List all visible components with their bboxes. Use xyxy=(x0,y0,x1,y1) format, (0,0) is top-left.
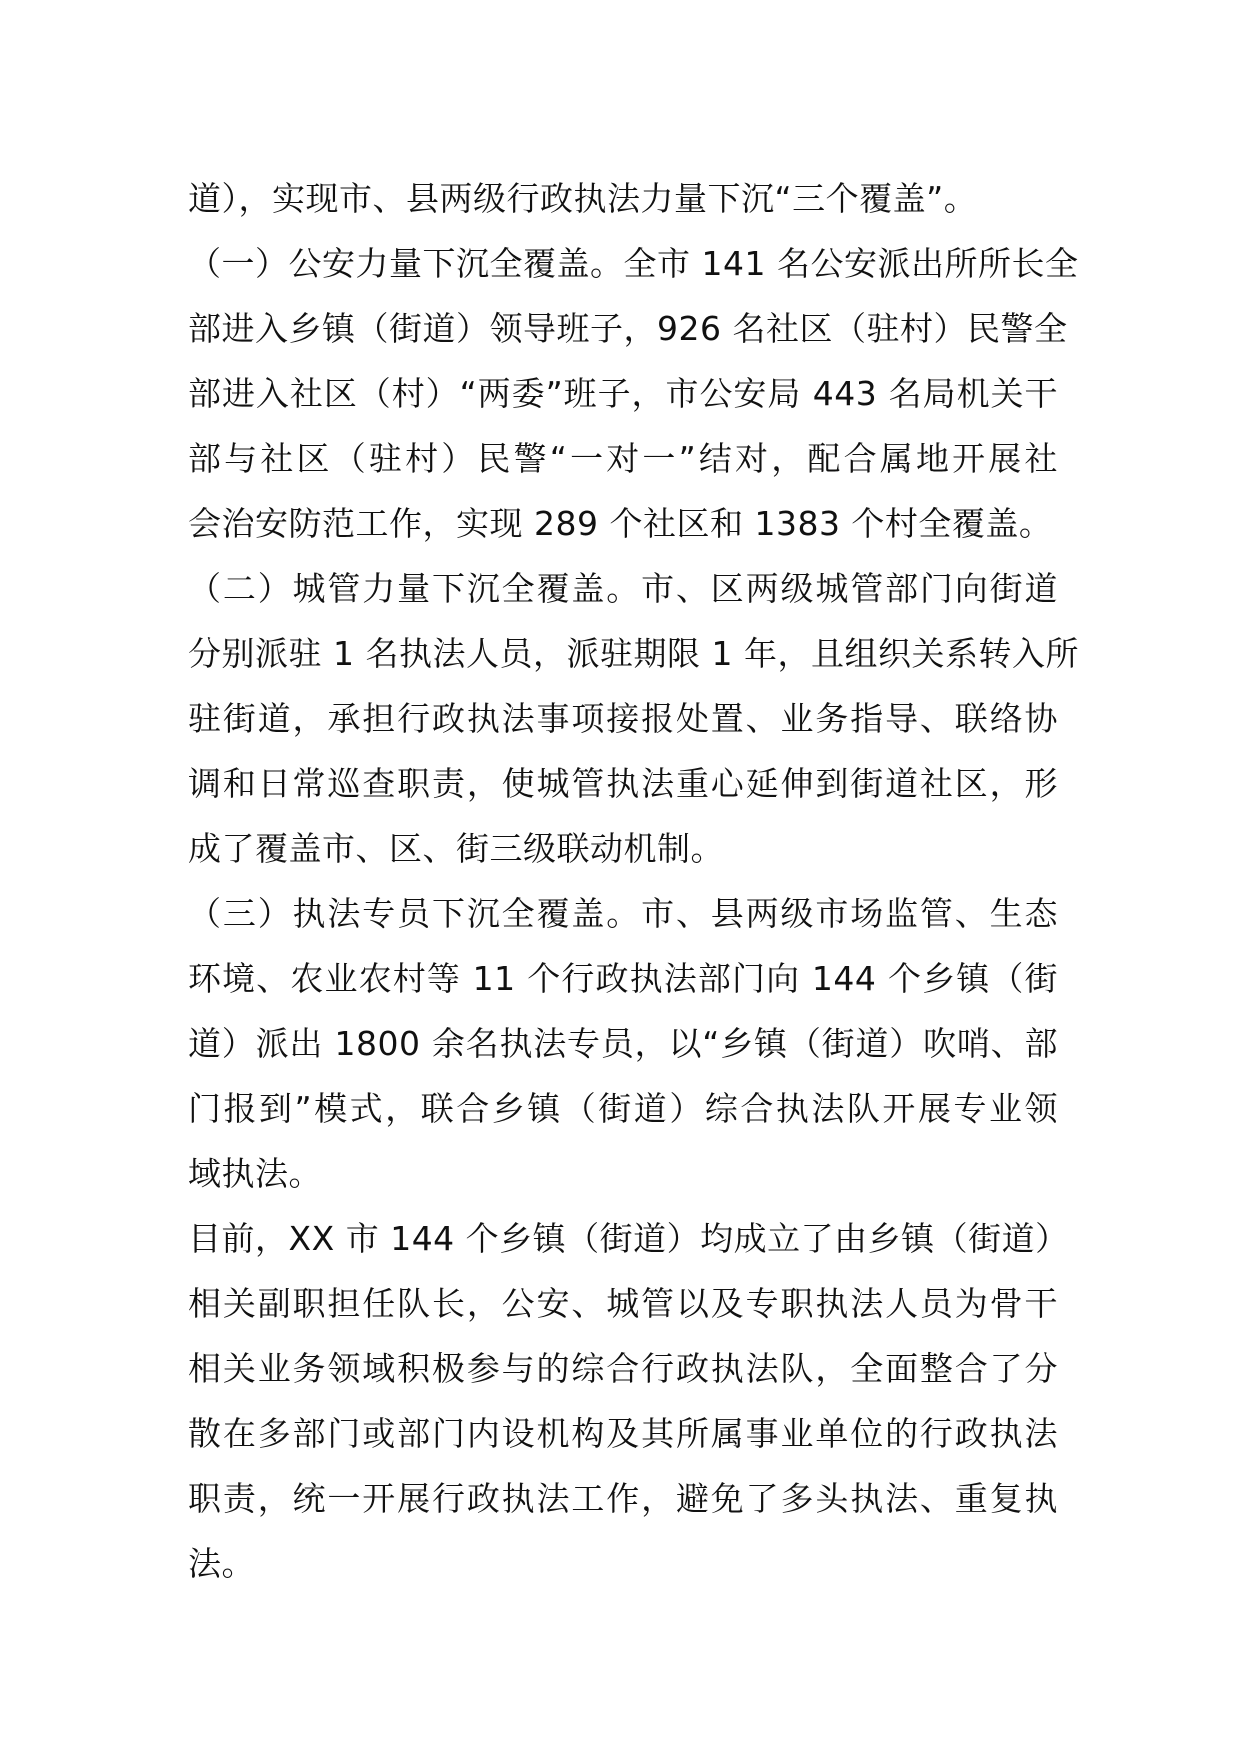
text-line: 道），实现市、县两级行政执法力量下沉“三个覆盖”。 xyxy=(188,179,978,218)
text-line: 道）派出 1800 余名执法专员，以“乡镇（街道）吹哨、部 xyxy=(188,1024,1058,1063)
text-line: 域执法。 xyxy=(188,1154,322,1193)
document-body xyxy=(188,166,1079,1596)
text-line: 职责，统一开展行政执法工作，避免了多头执法、重复执 xyxy=(188,1479,1058,1518)
text-line: 分别派驻 1 名执法人员，派驻期限 1 年，且组织关系转入所 xyxy=(188,634,1079,673)
text-line: 部与社区（驻村）民警“一对一”结对，配合属地开展社 xyxy=(188,439,1058,478)
text-line: 散在多部门或部门内设机构及其所属事业单位的行政执法 xyxy=(188,1414,1058,1453)
text-line: 成了覆盖市、区、街三级联动机制。 xyxy=(188,829,724,868)
text-line: 环境、农业农村等 11 个行政执法部门向 144 个乡镇（街 xyxy=(188,959,1058,998)
text-line: 部进入乡镇（街道）领导班子，926 名社区（驻村）民警全 xyxy=(188,309,1068,348)
text-line: （三）执法专员下沉全覆盖。市、县两级市场监管、生态 xyxy=(188,894,1058,933)
text-line: （一）公安力量下沉全覆盖。全市 141 名公安派出所所长全 xyxy=(188,244,1079,283)
text-line: （二）城管力量下沉全覆盖。市、区两级城管部门向街道 xyxy=(188,569,1058,608)
text-line: 相关业务领域积极参与的综合行政执法队，全面整合了分 xyxy=(188,1349,1058,1388)
text-line: 门报到”模式，联合乡镇（街道）综合执法队开展专业领 xyxy=(188,1089,1058,1128)
text-line: 法。 xyxy=(188,1544,255,1583)
text-line: 调和日常巡查职责，使城管执法重心延伸到街道社区，形 xyxy=(188,764,1058,803)
text-line: 相关副职担任队长，公安、城管以及专职执法人员为骨干 xyxy=(188,1284,1058,1323)
text-line: 驻街道，承担行政执法事项接报处置、业务指导、联络协 xyxy=(188,699,1058,738)
text-line: 目前，XX 市 144 个乡镇（街道）均成立了由乡镇（街道） xyxy=(188,1219,1069,1258)
text-line: 会治安防范工作，实现 289 个社区和 1383 个村全覆盖。 xyxy=(188,504,1053,543)
text-line: 部进入社区（村）“两委”班子，市公安局 443 名局机关干 xyxy=(188,374,1058,413)
